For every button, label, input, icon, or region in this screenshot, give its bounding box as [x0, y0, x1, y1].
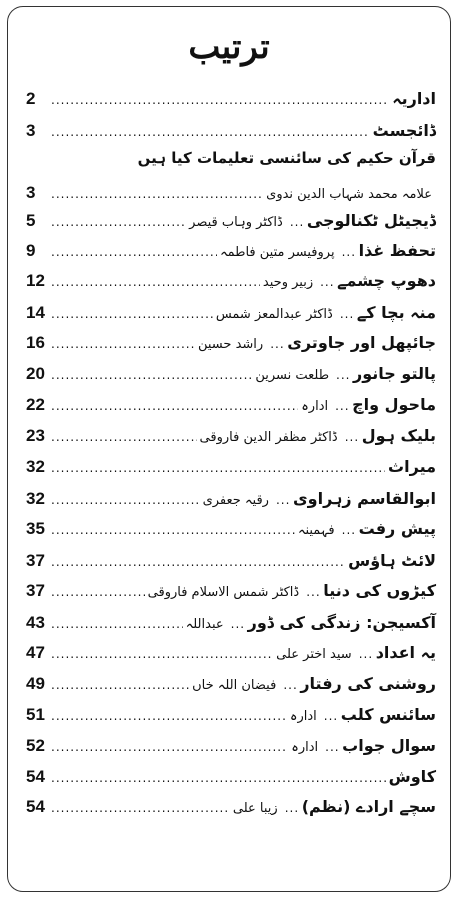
- toc-entry: [26, 705, 436, 731]
- leader-dots: [51, 555, 345, 569]
- leader-dots: [51, 585, 145, 599]
- leader-dots: [51, 617, 183, 631]
- toc-entry: [26, 333, 436, 359]
- toc-entry-page: 9: [26, 241, 36, 260]
- toc-entry-title: تحفظ غذا: [358, 241, 436, 260]
- toc-entry-title: جائپھل اور جاوتری: [287, 333, 436, 352]
- toc-entry: [26, 581, 436, 607]
- leader-dots: [51, 93, 389, 107]
- toc-entry: [26, 767, 436, 793]
- toc-entry: [26, 519, 436, 545]
- toc-entry-title: کاوش: [388, 767, 436, 786]
- toc-entry-title: بلیک ہول: [361, 426, 436, 445]
- toc-entry-page: 20: [26, 364, 45, 383]
- leader-dots: [51, 368, 252, 382]
- toc-entry-page: 14: [26, 303, 45, 322]
- toc-entry-author: فیضان اللہ خاں: [192, 678, 277, 693]
- toc-entry-page: 16: [26, 333, 45, 352]
- toc-entry-title: دھوپ چشمے: [337, 271, 436, 290]
- toc-entry-author: راشد حسین: [197, 337, 264, 352]
- toc-entry-title: روشنی کی رفتار: [300, 674, 436, 693]
- toc-entry-title: ابوالقاسم زہراوی: [292, 489, 436, 508]
- toc-entry-author: سید اختر علی: [276, 647, 352, 662]
- toc-entry: [26, 364, 436, 390]
- leader-dots: [51, 647, 273, 661]
- toc-entry: [26, 211, 436, 237]
- leader-dots: [51, 430, 197, 444]
- leader-dots: [320, 275, 334, 289]
- toc-entry: [26, 89, 436, 115]
- leader-dots: [276, 493, 290, 507]
- toc-entry-author: رقیہ جعفری: [202, 493, 269, 508]
- toc-entry-page: 54: [26, 797, 45, 816]
- toc-entry-author: ڈاکٹر مظفر الدین فاروقی: [199, 430, 338, 445]
- leader-dots: [51, 461, 385, 475]
- toc-entry-author: ڈاکٹر وہاب قیصر: [189, 215, 283, 230]
- toc-entry: [26, 797, 436, 823]
- toc-entry: [26, 674, 436, 700]
- leader-dots: [306, 585, 320, 599]
- toc-frame: [7, 6, 451, 892]
- toc-entry: [26, 271, 436, 297]
- toc-entry-page: 3: [26, 121, 36, 140]
- toc-entry-page: 5: [26, 211, 36, 230]
- toc-entry: [26, 489, 436, 515]
- toc-entry-title: آکسیجن: زندگی کی ڈور: [247, 613, 436, 632]
- leader-dots: [51, 709, 287, 723]
- toc-entry-title: قرآن حکیم کی سائنسی تعلیمات کیا ہیں: [137, 149, 436, 167]
- toc-entry-page: 54: [26, 767, 45, 786]
- toc-entry-title: پیش رفت: [358, 519, 436, 538]
- toc-entry-page: 22: [26, 395, 45, 414]
- toc-entry-author: زیبا علی: [232, 801, 278, 816]
- toc-entry: [26, 551, 436, 577]
- toc-entry-author: عبداللہ: [185, 617, 224, 632]
- leader-dots: [51, 399, 298, 413]
- toc-entry-author: علامہ محمد شہاب الدین ندوی: [266, 187, 432, 202]
- toc-entry-title: سوال جواب: [342, 736, 436, 755]
- toc-entry-page: 3: [26, 183, 36, 202]
- leader-dots: [335, 399, 349, 413]
- toc-entry-page: 47: [26, 643, 45, 662]
- toc-entry: [26, 426, 436, 452]
- toc-entry-page: 12: [26, 271, 45, 290]
- toc-entry-title: ڈیجیٹل ٹکنالوجی: [306, 211, 436, 230]
- toc-entry-title: ڈائجسٹ: [372, 121, 436, 140]
- leader-dots: [336, 368, 350, 382]
- toc-entry-page: 52: [26, 736, 45, 755]
- toc-entry: [26, 643, 436, 669]
- toc-entry-page: 32: [26, 489, 45, 508]
- leader-dots: [325, 740, 339, 754]
- toc-entry-page: 37: [26, 551, 45, 570]
- leader-dots: [51, 187, 263, 201]
- leader-dots: [342, 245, 356, 259]
- toc-entry-author: ڈاکٹر شمس الاسلام فاروقی: [147, 585, 300, 600]
- toc-entry: [26, 457, 436, 483]
- toc-entry-page: 49: [26, 674, 45, 693]
- leader-dots: [324, 709, 338, 723]
- leader-dots: [51, 678, 189, 692]
- leader-dots: [51, 215, 186, 229]
- toc-entry-title: سائنس کلب: [340, 705, 436, 724]
- toc-entry-author: ڈاکٹر عبدالمعز شمس: [215, 307, 333, 322]
- toc-entry-page: 32: [26, 457, 45, 476]
- leader-dots: [231, 617, 245, 631]
- toc-entry-author: ادارہ: [289, 709, 317, 724]
- toc-entry: [26, 613, 436, 639]
- leader-dots: [51, 245, 217, 259]
- toc-entry: [26, 121, 436, 147]
- toc-entry: [26, 303, 436, 329]
- leader-dots: [51, 740, 288, 754]
- page-title: ترتیب: [188, 27, 270, 67]
- toc-entry-title: اداریہ: [392, 89, 436, 108]
- leader-dots: [51, 493, 200, 507]
- toc-entry-title: پالتو جانور: [353, 364, 436, 383]
- leader-dots: [51, 801, 230, 815]
- toc-entry: [26, 736, 436, 762]
- toc-entry-author: زبیر وحید: [262, 275, 314, 290]
- toc-entry: [26, 183, 436, 209]
- toc-entry-page: 37: [26, 581, 45, 600]
- leader-dots: [359, 647, 373, 661]
- toc-entry-title: میراث: [388, 457, 436, 476]
- toc-entry-author: پروفیسر متین فاطمہ: [219, 245, 335, 260]
- toc-entry-title: لائٹ ہاؤس: [348, 551, 436, 570]
- toc-entry-page: 51: [26, 705, 45, 724]
- leader-dots: [342, 523, 356, 537]
- toc-entry-title: منہ بچا کے: [356, 303, 436, 322]
- leader-dots: [283, 678, 297, 692]
- toc-entry: [26, 149, 436, 175]
- toc-entry-author: فہمینہ: [297, 523, 335, 538]
- toc-entry-page: 43: [26, 613, 45, 632]
- leader-dots: [51, 275, 260, 289]
- leader-dots: [345, 430, 359, 444]
- toc-entry-title: کیڑوں کی دنیا: [323, 581, 436, 600]
- leader-dots: [340, 307, 354, 321]
- toc-entry-author: ادارہ: [301, 399, 329, 414]
- toc-entry-title: یہ اعداد: [375, 643, 436, 662]
- toc-entry-title: ماحول واچ: [352, 395, 436, 414]
- leader-dots: [51, 771, 386, 785]
- leader-dots: [51, 307, 213, 321]
- leader-dots: [290, 215, 304, 229]
- toc-entry-page: 2: [26, 89, 36, 108]
- toc-entry-author: ادارہ: [291, 740, 319, 755]
- toc-entry-title: سچے ارادے (نظم): [301, 797, 436, 816]
- toc-entry: [26, 241, 436, 267]
- leader-dots: [51, 337, 195, 351]
- leader-dots: [270, 337, 284, 351]
- leader-dots: [51, 125, 370, 139]
- toc-entry-page: 35: [26, 519, 45, 538]
- toc-entry-page: 23: [26, 426, 45, 445]
- toc-entry: [26, 395, 436, 421]
- leader-dots: [51, 523, 295, 537]
- leader-dots: [285, 801, 299, 815]
- toc-entry-author: طلعت نسرین: [255, 368, 330, 383]
